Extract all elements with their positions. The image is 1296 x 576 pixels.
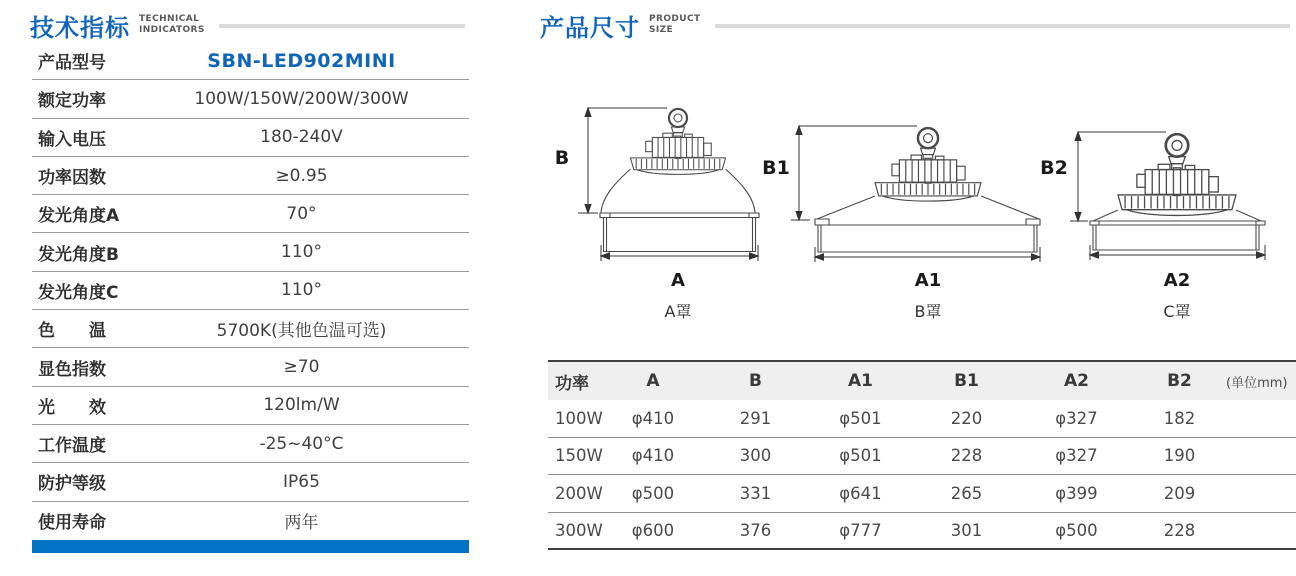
technical-indicators-header — [30, 8, 465, 42]
size-row-100w — [548, 400, 1296, 438]
spec-label: 显色指数 — [38, 359, 106, 380]
spec-row-beam-angle-a — [32, 195, 469, 233]
spec-value: 70° — [286, 203, 317, 224]
spec-value: -25~40°C — [259, 433, 344, 454]
spec-row-cri — [32, 348, 469, 386]
spec-row-input-voltage — [32, 119, 469, 157]
size-cell: 301 — [950, 520, 983, 540]
spec-label: 防护等级 — [38, 474, 106, 495]
size-cell: φ399 — [1055, 483, 1098, 503]
cover-name-c: C罩 — [1163, 302, 1191, 321]
size-cell: φ410 — [631, 408, 675, 428]
technical-indicators-subtitle: TECHNICAL INDICATORS — [139, 14, 205, 35]
size-cell: 300 — [739, 446, 772, 466]
size-cell: φ777 — [839, 520, 882, 540]
size-cell: 291 — [739, 408, 772, 428]
size-cell: 182 — [1163, 408, 1196, 428]
spec-value: IP65 — [283, 471, 320, 492]
size-table-header — [548, 360, 1296, 400]
size-row-150w — [548, 438, 1296, 476]
spec-label: 发光角度A — [38, 206, 120, 227]
spec-row-beam-angle-c — [32, 272, 469, 310]
spec-value: 120lm/W — [263, 395, 340, 416]
highbay-drawing-b-cover — [790, 113, 1050, 265]
spec-value-model: SBN-LED902MINI — [207, 49, 396, 72]
size-cell: 220 — [950, 408, 983, 428]
size-cell: 376 — [739, 520, 772, 540]
dimension-label-b: B — [554, 147, 570, 169]
highbay-drawing-c-cover — [1062, 113, 1296, 265]
col-header-b1: B1 — [954, 371, 979, 391]
spec-row-efficacy — [32, 387, 469, 425]
size-cell: φ501 — [839, 408, 882, 428]
cover-name-a: A罩 — [664, 302, 692, 321]
size-row-200w — [548, 475, 1296, 513]
size-cell: 209 — [1163, 483, 1196, 503]
size-cell: φ501 — [839, 446, 882, 466]
spec-value: ≥0.95 — [275, 165, 328, 186]
header-rule — [219, 24, 465, 28]
size-cell: 190 — [1163, 446, 1196, 466]
size-cell: φ500 — [631, 483, 675, 503]
product-size-title: 产品尺寸 — [540, 13, 640, 42]
size-cell: 228 — [950, 446, 983, 466]
size-cell: 300W — [555, 520, 603, 540]
size-row-300w — [548, 513, 1296, 551]
spec-label: 光 效 — [38, 397, 106, 418]
size-cell: φ641 — [839, 483, 882, 503]
spec-value: 180-240V — [260, 127, 343, 148]
spec-row-working-temp — [32, 425, 469, 463]
spec-label: 工作温度 — [38, 436, 106, 457]
spec-table — [32, 42, 469, 540]
size-cell: φ410 — [631, 446, 675, 466]
spec-label: 额定功率 — [38, 91, 106, 112]
unit-note: (单位mm) — [1226, 375, 1288, 391]
spec-row-ip-rating — [32, 463, 469, 501]
spec-label: 发光角度B — [38, 244, 119, 265]
size-cell: 331 — [739, 483, 772, 503]
highbay-drawing-a-cover — [545, 95, 780, 265]
size-cell: 265 — [950, 483, 983, 503]
spec-label: 使用寿命 — [38, 513, 106, 534]
col-header-power: 功率 — [555, 373, 589, 394]
size-table — [548, 360, 1296, 550]
col-header-a: A — [646, 371, 660, 391]
size-cell: φ600 — [631, 520, 675, 540]
col-header-a1: A1 — [848, 371, 873, 391]
spec-row-rated-power — [32, 80, 469, 118]
spec-row-model — [32, 42, 469, 80]
spec-label: 功率因数 — [38, 168, 106, 189]
size-cell: 228 — [1163, 520, 1196, 540]
spec-row-lifespan — [32, 502, 469, 540]
dimension-label-b1: B1 — [762, 157, 790, 179]
spec-label: 输入电压 — [38, 129, 106, 150]
product-size-subtitle: PRODUCT SIZE — [649, 14, 701, 35]
cover-name-b: B罩 — [914, 302, 942, 321]
col-header-a2: A2 — [1064, 371, 1089, 391]
spec-row-color-temp — [32, 310, 469, 348]
col-header-b: B — [749, 371, 762, 391]
dimension-label-b2: B2 — [1040, 157, 1068, 179]
size-cell: φ500 — [1055, 520, 1098, 540]
dimension-label-a1: A1 — [914, 270, 942, 291]
size-cell: 150W — [555, 446, 603, 466]
spec-value: 5700K(其他色温可选) — [216, 321, 387, 342]
spec-label: 发光角度C — [38, 282, 119, 303]
spec-value: 110° — [281, 280, 322, 301]
spec-label: 色 温 — [38, 321, 106, 342]
spec-label: 产品型号 — [38, 53, 106, 74]
size-cell: φ327 — [1055, 446, 1098, 466]
dimension-label-a2: A2 — [1163, 270, 1191, 291]
size-cell: 100W — [555, 408, 603, 428]
blue-accent-bar — [32, 540, 469, 553]
spec-value: 两年 — [284, 513, 319, 534]
header-rule — [715, 24, 1290, 28]
col-header-b2: B2 — [1167, 371, 1192, 391]
dimension-label-a: A — [671, 270, 685, 291]
spec-row-beam-angle-b — [32, 233, 469, 271]
size-cell: φ327 — [1055, 408, 1098, 428]
spec-value: 110° — [281, 242, 322, 263]
technical-indicators-title: 技术指标 — [30, 13, 130, 42]
spec-value: 100W/150W/200W/300W — [194, 88, 409, 109]
spec-value: ≥70 — [283, 357, 320, 378]
size-cell: 200W — [555, 483, 603, 503]
product-size-header — [540, 8, 1290, 42]
spec-row-power-factor — [32, 157, 469, 195]
